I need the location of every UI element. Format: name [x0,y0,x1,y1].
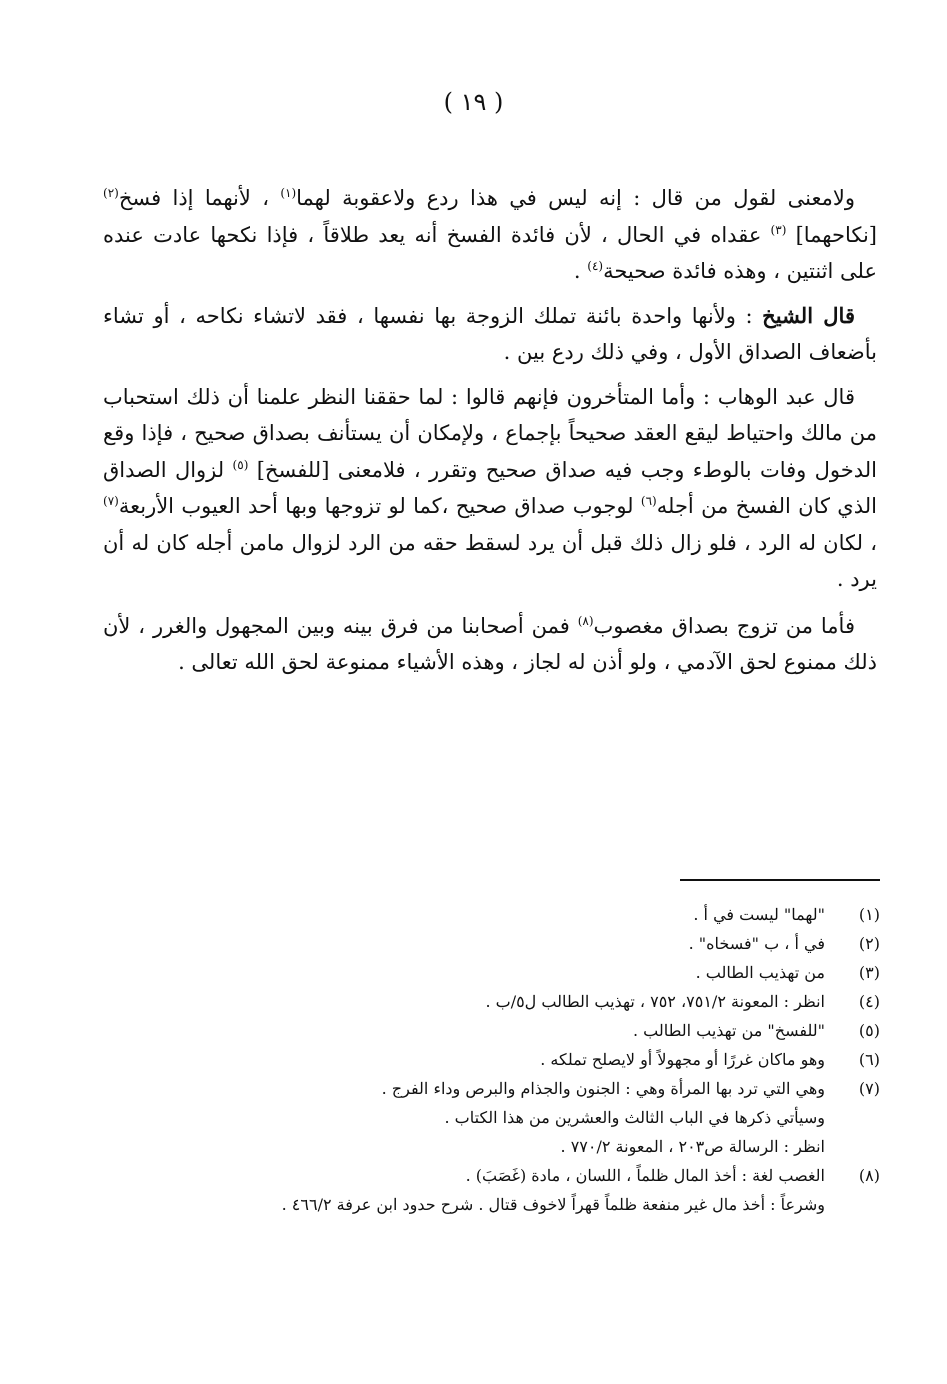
footnote-item [60,1016,880,1045]
footnote-number: (٤) [858,992,880,1011]
footnote-number: (٨) [858,1166,880,1185]
footnote-text [60,1045,825,1074]
footnote-line: من تهذيب الطالب . [695,963,825,982]
footnote-item [60,900,880,929]
footnote-text [60,1074,825,1161]
footnote-divider [680,879,880,881]
footnote-item [60,958,880,987]
footnotes-list [60,900,880,1219]
footnote-line: وهي التي ترد بها المرأة وهي : الجنون والجذام والبرص وداء الفرج . [381,1079,825,1098]
footnote-line: انظر : المعونة ٧٥١/٢، ٧٥٢ ، تهذيب الطالب ل٥/ب . [485,992,825,1011]
footnote-marker-1: (١) [280,186,297,200]
footnote-item [60,1074,880,1161]
footnote-text [60,929,825,958]
footnote-marker-3: (٣) [770,222,787,237]
footnote-text [60,987,825,1016]
footnote-number: (٦) [858,1050,880,1069]
footnote-line: "للفسخ" من تهذيب الطالب . [632,1021,825,1040]
footnote-marker-6: (٦) [640,494,657,508]
footnote-text [60,1016,825,1045]
footnote-item [60,1045,880,1074]
page-number: ( ١٩ ) [443,88,504,116]
speaker-label: قال الشيخ [762,302,855,328]
footnote-marker-2: (٢) [103,186,119,200]
footnote-number: (٧) [858,1079,880,1098]
footnote-number: (١) [858,905,880,924]
footnote-line: وسيأتي ذكرها في الباب الثالث والعشرين من هذا الكتاب . [444,1108,825,1127]
paragraph-3: قال عبد الوهاب : وأما المتأخرون فإنهم قالوا : لما حققنا النظر علمنا أن ذلك استحباب من مالك واحتياط ليقع العقد صحيحاً بإجماع ، ولإمكان أن يستأنف بصداق صحيح ، فإذا وقع الدخول وفات بالوطء وجب فيه صداق صحيح وتقرر ، فلامعنى [للفسخ] $^{(٥)}$ لزوال الصداق الذي كان الفسخ من أجله$^{(٦)}$ لوجوب صداق صحيح ،كما لو تزوجها وبها أحد العيوب الأربعة$^{(٧)}$ ، لكان له الرد ، فلو زال ذلك قبل أن يرد لسقط حقه من الرد لزوال مامن أجله كان له أن يرد . [103,384,877,591]
footnote-number: (٣) [858,963,880,982]
footnote-item [60,1161,880,1219]
footnote-number: (٥) [858,1021,880,1040]
footnote-line: انظر : الرسالة ص٢٠٣ ، المعونة ٧٧٠/٢ . [560,1137,825,1156]
footnote-text [60,1161,825,1219]
footnote-item [60,929,880,958]
footnote-line: الغصب لغة : أخذ المال ظلماً ، اللسان ، مادة (غَصَبَ) . [465,1166,825,1185]
footnote-number: (٢) [858,934,880,953]
footnote-text [60,958,825,987]
footnote-line: وهو ماكان غررًا أو مجهولاً أو لايصلح تملكه . [540,1050,825,1069]
main-text [103,180,877,689]
footnote-text [60,900,825,929]
footnote-marker-8: (٨) [577,613,594,628]
paragraph-4: فأما من تزوج بصداق مغصوب$^{(٨)}$ فمن أصحابنا من فرق بينه وبين المجهول والغرر ، لأن ذلك ممنوع لحق الآدمي ، ولو أذن له لجاز ، وهذه الأشياء ممنوعة لحق الله تعالى . [103,613,877,674]
footnote-marker-4: (٤) [587,259,604,273]
paragraph-2: قال الشيخ : ولأنها واحدة بائنة تملك الزوجة بها نفسها ، فقد لاتشاء نكاحه ، أو تشاء بأضعاف الصداق الأول ، وفي ذلك ردع بين . [103,302,877,364]
footnote-marker-7: (٧) [103,494,119,508]
footnote-line: وشرعاً : أخذ مال غير منفعة ظلماً قهراً لاخوف قتال . شرح حدود ابن عرفة ٤٦٦/٢ . [281,1195,825,1214]
footnote-marker-5: (٥) [232,457,249,472]
paragraph-1: ولامعنى لقول من قال : إنه ليس في هذا ردع ولاعقوبة لهما$^{(١)}$ ، لأنهما إذا فسخ$^{(٢)}$ [نكاحهما] $^{(٣)}$ عقداه في الحال ، لأن فائدة الفسخ أنه يعد طلاقاً ، فإذا نكحها عادت عنده على اثنتين ، وهذه فائدة صحيحة$^{(٤)}$ . [103,186,877,283]
footnote-line: "لهما" ليست في أ . [693,905,825,924]
footnote-item [60,987,880,1016]
footnote-line: في أ ، ب "فسخاه" . [688,934,825,953]
